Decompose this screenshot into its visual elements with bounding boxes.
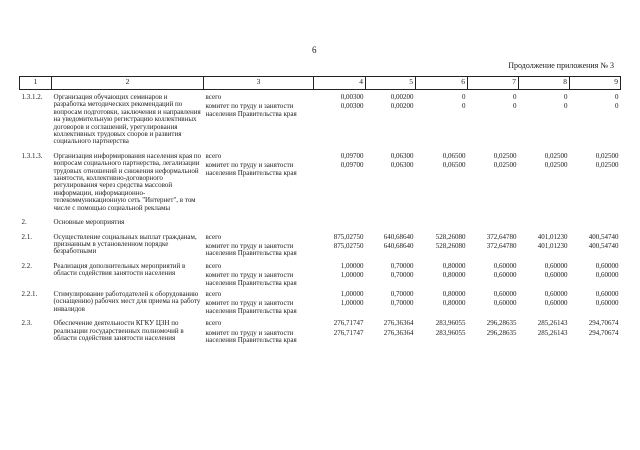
amount-value: 0,02500: [595, 161, 619, 170]
item-number: 2.: [21, 218, 27, 227]
source-label: всего: [205, 232, 222, 241]
amount-value: 276,36364: [383, 328, 414, 337]
amount-value: 0,60000: [595, 271, 619, 280]
value-cell: [468, 320, 519, 345]
amount-value: 0,00300: [340, 102, 364, 111]
value-cell: [366, 153, 416, 215]
value-cell: [570, 291, 621, 316]
amount-value: 0,06300: [390, 151, 414, 160]
value-cell: [416, 153, 468, 215]
page-number: 6: [312, 45, 317, 55]
amount-value: 528,26080: [435, 232, 466, 241]
amount-value: 0,60000: [595, 261, 619, 270]
amount-value: 296,28635: [486, 328, 517, 337]
source-label: комитет по труду и занятости населения Правительства края: [205, 102, 297, 118]
value-cell: [314, 263, 366, 287]
source-labels: [204, 291, 314, 316]
amount-value: 0: [462, 102, 466, 111]
item-number: 2.1.: [21, 232, 32, 241]
amount-value: 0,70000: [390, 299, 414, 308]
amount-value: 283,96055: [435, 319, 466, 328]
value-cell: [366, 234, 416, 259]
amount-value: 401,01230: [537, 232, 568, 241]
amount-value: 0,60000: [595, 299, 619, 308]
amount-value: 1,00000: [340, 289, 364, 298]
value-cell: [366, 320, 416, 345]
value-cell: [519, 153, 570, 215]
header-cell: 8: [519, 77, 570, 90]
item-name: Обеспечение деятельности КГКУ ЦЗН по реализации государственных полномочий в области содействия занятости населения: [53, 319, 184, 342]
value-cell: [519, 219, 570, 229]
source-labels: [204, 320, 314, 345]
source-label: комитет по труду и занятости населения Правительства края: [205, 299, 297, 315]
amount-value: 0,60000: [595, 289, 619, 298]
value-cell: [468, 94, 519, 149]
amount-value: 1,00000: [340, 261, 364, 270]
amount-value: 0,02500: [493, 151, 517, 160]
value-cell: [519, 234, 570, 259]
item-number: 1.3.1.2.: [21, 93, 43, 101]
amount-value: 276,36364: [383, 319, 414, 328]
value-cell: [416, 94, 468, 149]
source-label: всего: [205, 151, 222, 160]
value-cell: [570, 94, 621, 149]
amount-value: 640,68640: [383, 241, 414, 250]
amount-value: 401,01230: [537, 241, 568, 250]
item-name: Стимулирование работодателей к оборудованию (оснащению) рабочих мест для приема на работу инвалидов: [53, 289, 201, 313]
amount-value: 276,71747: [333, 319, 364, 328]
amount-value: 0: [462, 93, 466, 101]
amount-value: 1,00000: [340, 299, 364, 308]
value-cell: [519, 94, 570, 149]
value-cell: [570, 263, 621, 287]
table-row: [20, 153, 621, 215]
amount-value: 0,02500: [544, 151, 568, 160]
amount-value: 296,28635: [486, 319, 517, 328]
source-label: комитет по труду и занятости населения Правительства края: [205, 328, 297, 344]
table-body: [20, 90, 621, 346]
value-cell: [416, 291, 468, 316]
item-number: 2.2.: [21, 261, 32, 270]
value-cell: [366, 219, 416, 229]
amount-value: 0,09700: [340, 161, 364, 170]
amount-value: 0,60000: [544, 299, 568, 308]
amount-value: 0,00300: [340, 93, 364, 101]
amount-value: 0,60000: [493, 261, 517, 270]
amount-value: 0,70000: [390, 289, 414, 298]
amount-value: 0: [615, 93, 619, 101]
item-number: 1.3.1.3.: [21, 151, 43, 160]
header-cell: 5: [366, 77, 416, 90]
value-cell: [468, 234, 519, 259]
amount-value: 372,64780: [486, 232, 517, 241]
amount-value: 0,70000: [390, 271, 414, 280]
value-cell: [314, 153, 366, 215]
header-cell: 4: [314, 77, 366, 90]
amount-value: 285,26143: [537, 328, 568, 337]
source-label: комитет по труду и занятости населения Правительства края: [205, 161, 297, 177]
amount-value: 0: [564, 93, 568, 101]
amount-value: 0,80000: [442, 299, 466, 308]
source-label: всего: [205, 261, 222, 270]
amount-value: 0,80000: [442, 271, 466, 280]
table-row: [20, 219, 621, 229]
item-number: 2.3.: [21, 319, 32, 328]
header-cell: 2: [52, 77, 204, 90]
value-cell: [366, 263, 416, 287]
source-labels: [204, 94, 314, 149]
table-row: [20, 291, 621, 316]
item-name: Организация обучающих семинаров и разработка методических рекомендаций по вопросам подготовки, заключения и направления на уведомительную регистрацию коллективных договоров и соглашений, урегулирования коллективных трудовых споров и развития социального партнерства: [53, 93, 201, 146]
continuation-note: Продолжение приложения № 3: [508, 61, 614, 70]
amount-value: 0,00200: [390, 93, 414, 101]
value-cell: [416, 263, 468, 287]
value-cell: [416, 234, 468, 259]
amount-value: 294,70674: [588, 319, 619, 328]
item-name: Основные мероприятия: [53, 218, 125, 227]
value-cell: [468, 263, 519, 287]
amount-value: 875,02750: [333, 241, 364, 250]
header-cell: 3: [204, 77, 314, 90]
amount-value: 0,06500: [442, 151, 466, 160]
amount-value: 0,80000: [442, 289, 466, 298]
amount-value: 0: [513, 102, 517, 111]
table-row: [20, 263, 621, 287]
source-label: всего: [205, 93, 222, 101]
item-name: Организация информирования населения края по вопросам социального партнерства, легализации трудовых отношений и снижения неформальной занятости, коллективно-договорного регулирования через средства массовой информации, информационно-телекоммуникационную сеть "Интернет", в том числе с помощью социальной рекламы: [53, 151, 202, 212]
amount-value: 0,60000: [544, 289, 568, 298]
amount-value: 0,06300: [390, 161, 414, 170]
value-cell: [314, 219, 366, 229]
amount-value: 528,26080: [435, 241, 466, 250]
amount-value: 372,64780: [486, 241, 517, 250]
value-cell: [314, 291, 366, 316]
amount-value: 0,60000: [493, 289, 517, 298]
amount-value: 0,09700: [340, 151, 364, 160]
source-labels: [204, 263, 314, 287]
amount-value: 0: [615, 102, 619, 111]
amount-value: 285,26143: [537, 319, 568, 328]
amount-value: 0,02500: [595, 151, 619, 160]
source-labels: [204, 219, 314, 229]
value-cell: [416, 320, 468, 345]
value-cell: [314, 94, 366, 149]
source-label: всего: [205, 319, 222, 328]
amount-value: 0,60000: [544, 261, 568, 270]
value-cell: [468, 219, 519, 229]
value-cell: [519, 320, 570, 345]
table-row: [20, 234, 621, 259]
amount-value: 0,70000: [390, 261, 414, 270]
value-cell: [468, 153, 519, 215]
source-label: всего: [205, 289, 222, 298]
value-cell: [468, 291, 519, 316]
amount-value: 400,54740: [588, 232, 619, 241]
header-row: [20, 77, 621, 90]
source-label: комитет по труду и занятости населения Правительства края: [205, 271, 297, 287]
item-number: 2.2.1.: [21, 289, 38, 298]
amount-value: 294,70674: [588, 328, 619, 337]
table-row: [20, 320, 621, 345]
amount-value: 640,68640: [383, 232, 414, 241]
value-cell: [416, 219, 468, 229]
header-cell: 6: [416, 77, 468, 90]
amount-value: 0,60000: [493, 271, 517, 280]
value-cell: [570, 320, 621, 345]
amount-value: 0,02500: [544, 161, 568, 170]
header-cell: 1: [20, 77, 52, 90]
value-cell: [366, 94, 416, 149]
value-cell: [314, 234, 366, 259]
amount-value: 0,60000: [544, 271, 568, 280]
item-name: Осуществление социальных выплат гражданам, признанным в установленном порядке безработными: [53, 232, 197, 256]
item-name: Реализация дополнительных мероприятий в области содействия занятости населения: [53, 261, 186, 278]
value-cell: [570, 153, 621, 215]
amount-value: 0,00200: [390, 102, 414, 111]
value-cell: [519, 291, 570, 316]
source-label: комитет по труду и занятости населения Правительства края: [205, 241, 297, 258]
funding-table: [19, 76, 621, 345]
header-cell: 7: [468, 77, 519, 90]
value-cell: [366, 291, 416, 316]
amount-value: 0,80000: [442, 261, 466, 270]
value-cell: [570, 219, 621, 229]
amount-value: 400,54740: [588, 241, 619, 250]
header-cell: 9: [570, 77, 621, 90]
value-cell: [519, 263, 570, 287]
amount-value: 0,60000: [493, 299, 517, 308]
table-row: [20, 94, 621, 149]
value-cell: [314, 320, 366, 345]
amount-value: 0: [513, 93, 517, 101]
amount-value: 0,02500: [493, 161, 517, 170]
source-labels: [204, 153, 314, 215]
amount-value: 0: [564, 102, 568, 111]
amount-value: 1,00000: [340, 271, 364, 280]
amount-value: 0,06500: [442, 161, 466, 170]
value-cell: [570, 234, 621, 259]
amount-value: 276,71747: [333, 328, 364, 337]
amount-value: 875,02750: [333, 232, 364, 241]
amount-value: 283,96055: [435, 328, 466, 337]
source-labels: [204, 234, 314, 259]
